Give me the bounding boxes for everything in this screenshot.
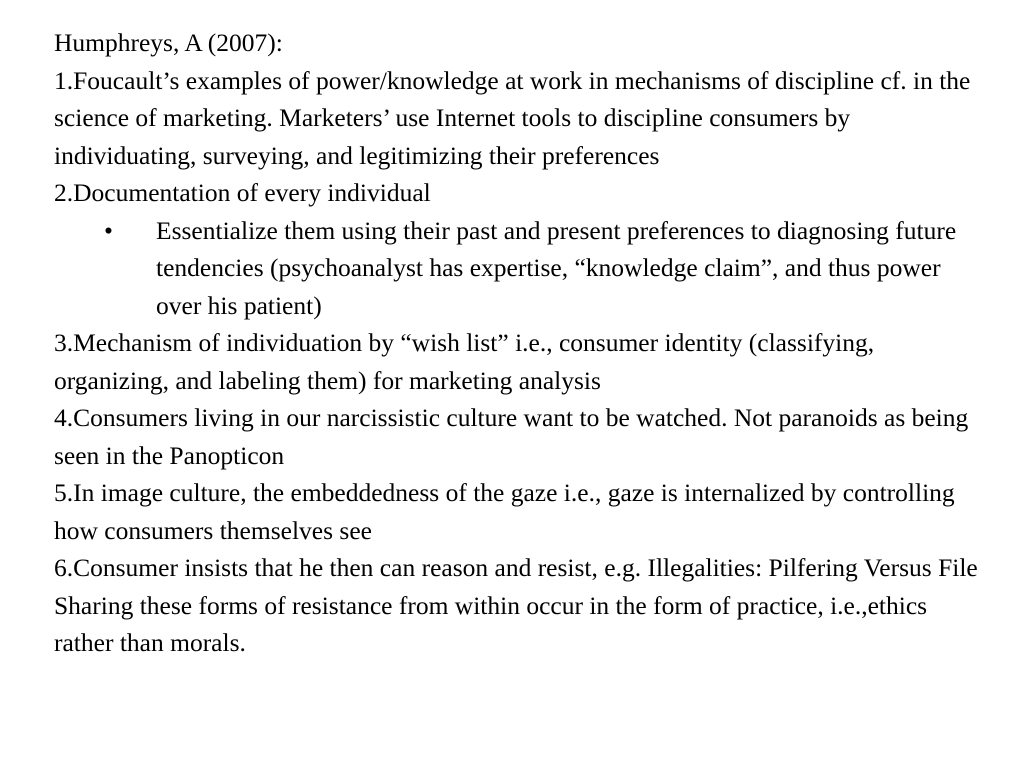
slide-heading: Humphreys, A (2007): <box>54 28 283 57</box>
list-item-5: 5.In image culture, the embeddedness of the gaze i.e., gaze is internalized by controlling how consumers themselves see <box>54 478 955 545</box>
sub-bullet-text: Essentialize them using their past and present preferences to diagnosing future tendencies (psychoanalyst has expertise, “knowledge claim”, and thus power over his patient) <box>156 215 957 320</box>
list-item-1: 1.Foucault’s examples of power/knowledge at work in mechanisms of discipline cf. in the science of marketing. Marketers’ use Internet tools to discipline consumers by individuating, surveying, and legitimizing their preferences <box>54 65 971 170</box>
list-item-6: 6.Consumer insists that he then can reason and resist, e.g. Illegalities: Pilfering Versus File Sharing these forms of resistance from within occur in the form of practice, i.e.,ethics rather than morals. <box>54 553 978 657</box>
slide-body <box>54 24 984 662</box>
list-item-4: 4.Consumers living in our narcissistic culture want to be watched. Not paranoids as being seen in the Panopticon <box>54 403 969 470</box>
bullet-icon: • <box>104 215 113 245</box>
list-item-2: 2.Documentation of every individual <box>54 178 431 207</box>
list-item-3: 3.Mechanism of individuation by “wish list” i.e., consumer identity (classifying, organizing, and labeling them) for marketing analysis <box>54 328 875 395</box>
sub-bullet <box>54 212 984 325</box>
